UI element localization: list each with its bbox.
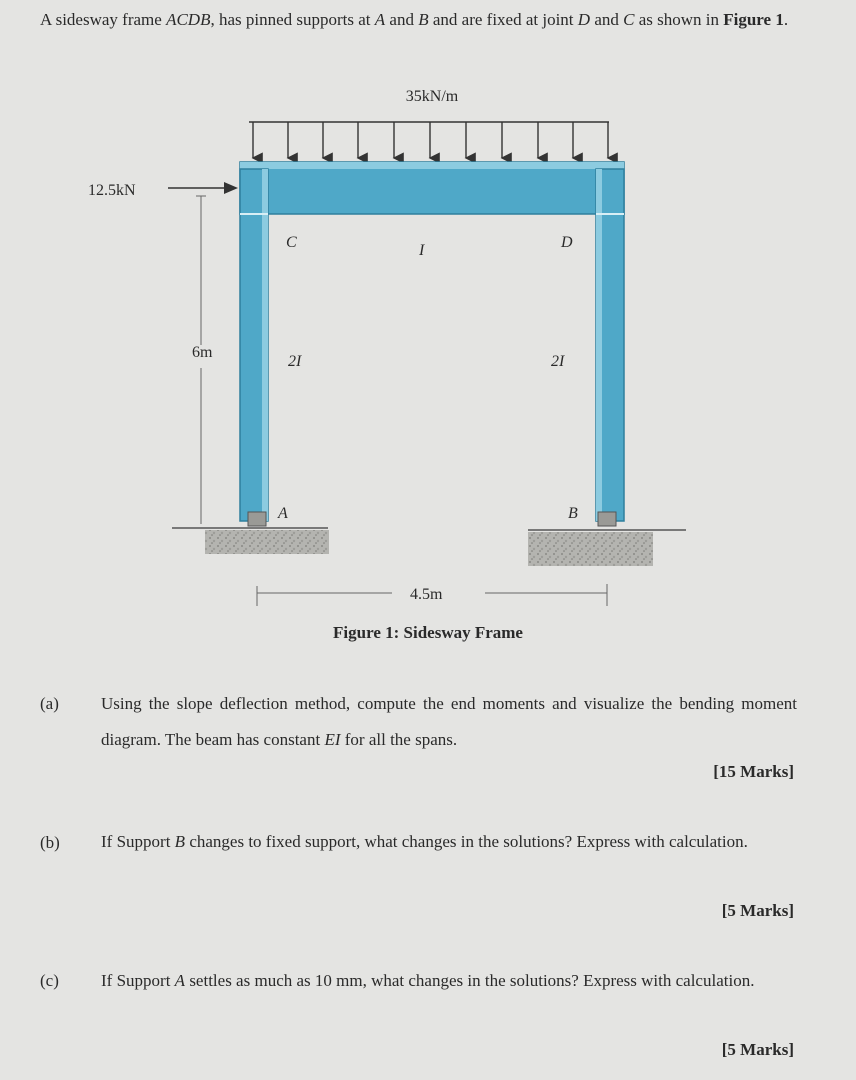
span-label: 4.5m <box>410 586 443 603</box>
question-c-text: If Support A settles as much as 10 mm, what changes in the solutions? Express with calculation. <box>101 971 755 990</box>
pin-support-b <box>598 512 616 526</box>
support-a-ref: A <box>174 971 186 990</box>
joint-d-ref: D <box>577 10 591 29</box>
question-b-label: (b) <box>40 833 60 852</box>
question-b-marks: [5 Marks] <box>721 901 794 920</box>
question-c-marks: [5 Marks] <box>721 1040 794 1059</box>
intro-text: and <box>590 10 624 29</box>
ground-a <box>205 530 329 554</box>
support-b-label: B <box>568 505 578 522</box>
ei-symbol: EI <box>324 730 341 749</box>
support-b-ref: B <box>418 10 429 29</box>
left-column-inertia-label: 2I <box>288 353 302 370</box>
question-a-marks: [15 Marks] <box>713 762 794 781</box>
point-load-label: 12.5kN <box>88 182 136 199</box>
joint-c-ref: C <box>623 10 635 29</box>
question-a-label: (a) <box>40 694 59 713</box>
ground-b <box>528 532 653 566</box>
intro-text: as shown in <box>634 10 724 29</box>
udl-arrows <box>249 122 609 158</box>
intro-text: and <box>385 10 419 29</box>
intro-text: . <box>783 10 789 29</box>
intro-text: A sidesway frame <box>40 10 167 29</box>
support-b-ref: B <box>174 832 186 851</box>
column-bd-highlight <box>596 169 602 521</box>
point-load-arrow <box>168 182 238 194</box>
intro-text: and are fixed at joint <box>428 10 578 29</box>
beam-inertia-label: I <box>419 242 425 259</box>
beam-highlight <box>240 162 624 169</box>
joint-c-label: C <box>286 234 297 251</box>
height-label: 6m <box>192 344 213 361</box>
column-ac-highlight <box>262 169 268 521</box>
pin-support-a <box>248 512 266 526</box>
udl-label: 35kN/m <box>405 88 459 105</box>
right-column-inertia-label: 2I <box>551 353 565 370</box>
intro-text: , has pinned supports at <box>210 10 375 29</box>
figure-caption: Figure 1: Sidesway Frame <box>333 623 523 642</box>
support-a-label: A <box>278 505 288 522</box>
support-a-ref: A <box>374 10 386 29</box>
beam-cd <box>240 162 624 214</box>
figure-reference: Figure 1 <box>723 10 784 29</box>
joint-d-label: D <box>561 234 573 251</box>
question-a-text: Using the slope deflection method, compute the end moments and visualize the bending moment diagram. The beam has constant EI for all the spans. <box>101 694 797 749</box>
question-c-label: (c) <box>40 971 59 990</box>
question-b-text: If Support B changes to fixed support, what changes in the solutions? Express with calculation. <box>101 832 748 851</box>
frame-name: ACDB <box>166 10 211 29</box>
